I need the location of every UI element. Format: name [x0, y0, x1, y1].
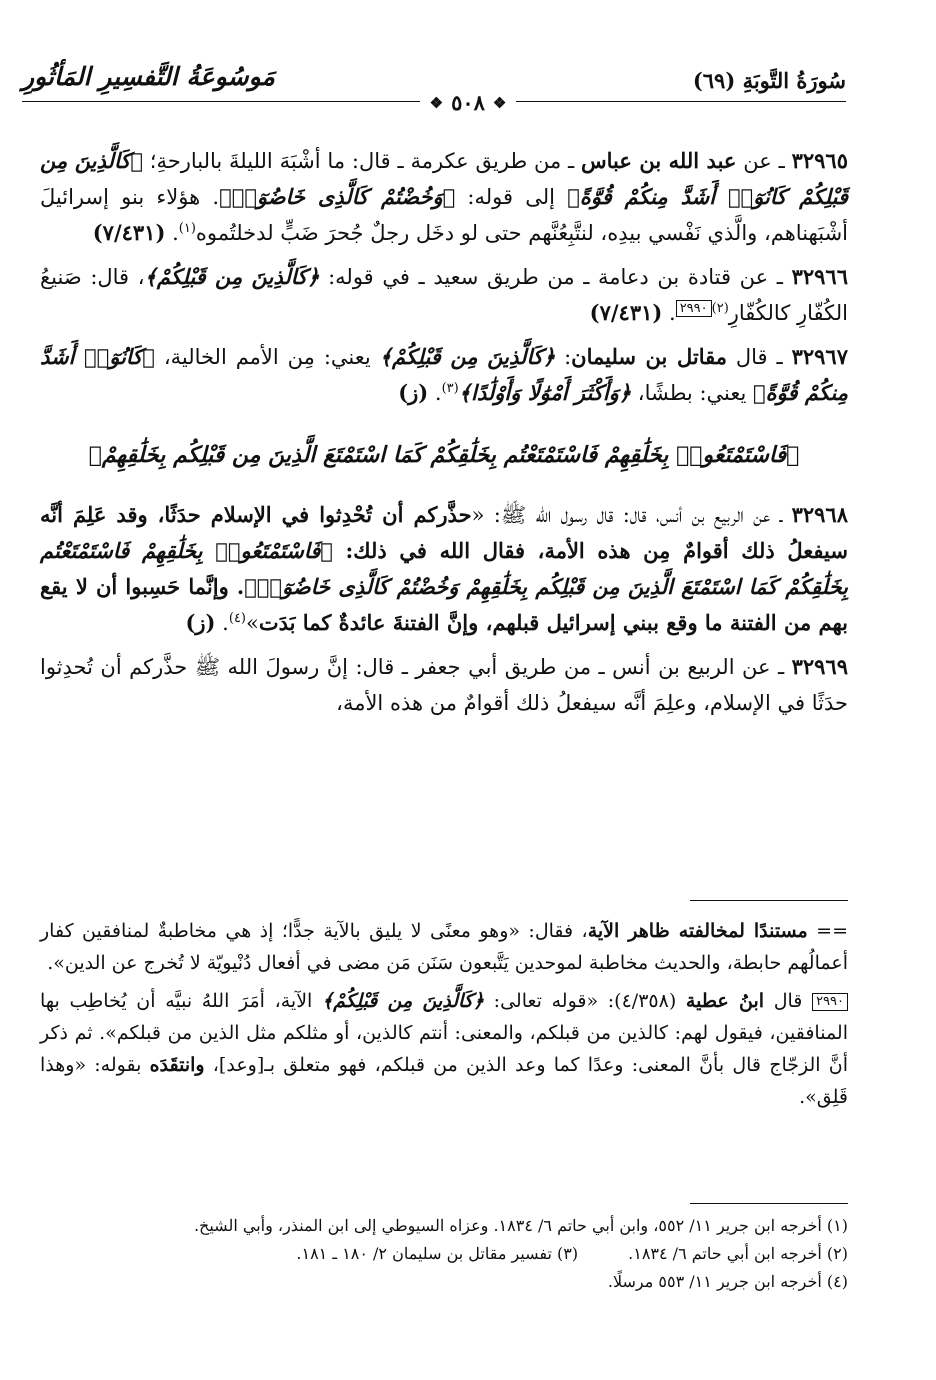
- quran-quote: ﴿كَالَّذِينَ مِن قَبْلِكُمْ﴾: [144, 264, 320, 289]
- footnote-3: (٣) تفسير مقاتل بن سليمان ٢/ ١٨٠ ـ ١٨١.: [296, 1244, 579, 1263]
- entry-text: . هؤلاء بنو إسرائيلَ أشْبَهناهم، والَّذي نَفْسي بيدِه، لنتَّبِعُنَّهم حتى لو دخَل رجلٌ جُحرَ ضَبٍّ لدخلتُموه: [40, 185, 848, 245]
- entry-text: ـ عن قتادة بن دعامة ـ من طريق سعيد ـ في قوله:: [319, 265, 792, 289]
- entry-number: ٣٢٩٦٦: [791, 264, 848, 289]
- entry-text: ـ من طريق عكرمة ـ قال: ما أشْبَهَ الليلةَ بالبارحةِ؛: [142, 149, 582, 173]
- entry-32968: [40, 497, 848, 641]
- commentary-bold: مستندًا لمخالفته ظاهر الآية: [587, 920, 808, 942]
- hadith-text: حذَّركم أن تُحْدِثوا في الإسلام حدَثًا، وقد عَلِمَ أنَّه سيفعلُ ذلك أقوامٌ مِن هذه الأمة، فقال الله في ذلك:: [40, 502, 848, 563]
- book-title: مَوسُوعَةُ التَّفسِيرِ المَأثُورِ: [22, 62, 275, 91]
- commentary-text: (٤/٣٥٨): «قوله تعالى:: [484, 990, 686, 1012]
- surah-name: سُورَةُ التَّوبَةِ: [742, 68, 846, 93]
- ornament-icon: ❖: [492, 94, 507, 112]
- entry-number: ٣٢٩٦٨: [791, 502, 848, 527]
- entry-text: ـ قال: [726, 345, 792, 369]
- continuation-mark: ==: [807, 920, 848, 942]
- entry-32966: [40, 259, 848, 331]
- volume-reference: (٧/٤٣١): [589, 300, 663, 325]
- entry-32969: [40, 649, 848, 721]
- entry-text: ـ عن الربيع بن أنس، قال: قال رسول الله ﷺ: «: [471, 503, 792, 527]
- volume-reference: (ز): [398, 380, 429, 405]
- ornament-icon: ❖: [429, 94, 444, 112]
- entry-text: ـ عن الربيع بن أنس ـ من طريق أبي جعفر ـ قال: إنَّ رسولَ الله ﷺ حذَّركم أن تُحدِثوا حدَثًا في الإسلام، وعلِمَ أنَّه سيفعلُ ذلك أقوامٌ من هذه الأمة،: [40, 655, 848, 715]
- ayah-number: (٦٩): [692, 68, 736, 93]
- entry-text: »: [246, 611, 259, 635]
- quran-quote: ﴿وَخُضْتُمْ كَالَّذِى خَاضُوٓا۟﴾: [219, 184, 456, 209]
- main-text: [40, 143, 848, 729]
- quran-quote: ﴿كَانُوٓا۟ أَشَدَّ مِنكُمْ قُوَّةً﴾: [40, 344, 848, 405]
- volume-reference: (٧/٤٣١): [92, 220, 166, 245]
- scholar-name: ابنُ عطية: [685, 990, 765, 1012]
- entry-text: يعني: بطشًا،: [631, 381, 754, 405]
- quran-quote: ﴿وَأَكْثَرَ أَمْوَٰلًا وَأَوْلَٰدًا﴾: [458, 380, 632, 405]
- entry-text: .: [215, 611, 229, 635]
- page-number-box: [420, 90, 517, 116]
- page-number: ٥٠٨: [451, 90, 485, 115]
- verse-heading: ﴿فَاسْتَمْتَعُوا۟ بِخَلَٰقِهِمْ فَاسْتَمْتَعْتُم بِخَلَٰقِكُمْ كَمَا اسْتَمْتَعَ الَّذِينَ مِن قَبْلِكُم بِخَلَٰقِهِمْ﴾: [88, 442, 800, 468]
- entry-text: ـ عن: [736, 149, 792, 173]
- commentary-text: الآية، أمَرَ اللهُ نبيَّه أن يُخاطِب بها المنافقين، فيقول لهم: كالذين من قبلكم، والمعنى: أنتم كالذين، أو مثلكم مثل الذين من قبلكم». ثم ذكر أنَّ الزجّاج قال بأنَّ المعنى: وعدًا كما وعد الذين من قبلكم، فهو متعلق بـ[وعد]،: [40, 990, 848, 1076]
- commentary-ref-box: ٢٩٩٠: [676, 300, 712, 317]
- commentary-2990: [40, 985, 848, 1113]
- commentary-continued: [40, 915, 848, 979]
- entry-text: يعني: مِن الأمم الخالية،: [154, 345, 380, 369]
- commentary-number-box: ٢٩٩٠: [812, 993, 848, 1011]
- volume-reference: (ز): [185, 610, 216, 635]
- footnote-marker: (٤): [228, 611, 246, 626]
- quran-quote: ﴿فَاسْتَمْتَعُوا۟ بِخَلَٰقِهِمْ فَاسْتَمْتَعْتُم بِخَلَٰقِكُمْ كَمَا اسْتَمْتَعَ الَّذِينَ مِن قَبْلِكُم بِخَلَٰقِهِمْ وَخُضْتُمْ كَالَّذِى خَاضُوٓا۟﴾: [40, 538, 848, 599]
- quran-quote: ﴿كَالَّذِينَ مِن قَبْلِكُمْ كَانُوٓا۟ أَشَدَّ مِنكُمْ قُوَّةً﴾: [40, 148, 848, 209]
- commentary-text: قال: [764, 990, 813, 1012]
- commentary-text: بقوله: «وهذا قَلِق».: [40, 1054, 848, 1108]
- entry-text: .: [165, 221, 179, 245]
- narrator-name: مقاتل بن سليمان: [571, 344, 727, 369]
- quran-quote: ﴿كَالَّذِينَ مِن قَبْلِكُمْ﴾: [322, 990, 484, 1012]
- footnote-marker: (١): [178, 221, 196, 236]
- footnotes: [40, 1212, 848, 1296]
- footnote-marker: (٣): [441, 381, 459, 396]
- commentary-bold: وانتقَدَه: [149, 1054, 205, 1076]
- hadith-text: . وإنَّما حَسِبوا أن لا يقع بهم من الفتنة ما وقع ببني إسرائيل قبلهم، وإنَّ الفتنةَ عائدةٌ كما بَدَت: [40, 574, 848, 635]
- entry-text: .: [662, 301, 676, 325]
- entry-32965: [40, 143, 848, 251]
- entry-text: .: [428, 381, 442, 405]
- footnote-marker: (٢): [711, 301, 729, 316]
- entry-number: ٣٢٩٦٩: [791, 654, 848, 679]
- footnote-separator: [690, 1203, 848, 1204]
- entry-text: ، قال: صَنيعُ الكُفّارِ كالكُفّارِ: [40, 265, 848, 325]
- page-number-area: [0, 90, 936, 116]
- commentary-text: ، فقال: «وهو معنًى لا يليق بالآية جدًّا؛ إذ هي مخاطبةٌ لمنافقين كفار أعمالُهم حابطة، والحديث مخاطبة لموحدين يَتَّبعون سَنَن مَن مضى في أفعال دُنْيويّة لا تُخرج عن الدين».: [40, 920, 848, 974]
- commentary-section: [40, 915, 848, 1119]
- entry-32967: [40, 339, 848, 411]
- quran-quote: ﴿كَالَّذِينَ مِن قَبْلِكُمْ﴾: [379, 344, 556, 369]
- entry-text: إلى قوله:: [455, 185, 568, 209]
- entry-text: :: [555, 345, 572, 369]
- footnote-4: (٤) أخرجه ابن جرير ١١/ ٥٥٣ مرسلًا.: [607, 1272, 848, 1291]
- footnote-row: [40, 1240, 848, 1268]
- entry-number: ٣٢٩٦٧: [791, 344, 848, 369]
- entry-number: ٣٢٩٦٥: [791, 148, 848, 173]
- footnote-1: (١) أخرجه ابن جرير ١١/ ٥٥٢، وابن أبي حاتم ٦/ ١٨٣٤. وعزاه السيوطي إلى ابن المنذر، وأبي الشيخ.: [193, 1216, 848, 1235]
- narrator-name: عبد الله بن عباس: [581, 148, 737, 173]
- footnote-2: (٢) أخرجه ابن أبي حاتم ٦/ ١٨٣٤.: [628, 1244, 848, 1263]
- commentary-separator: [690, 900, 848, 901]
